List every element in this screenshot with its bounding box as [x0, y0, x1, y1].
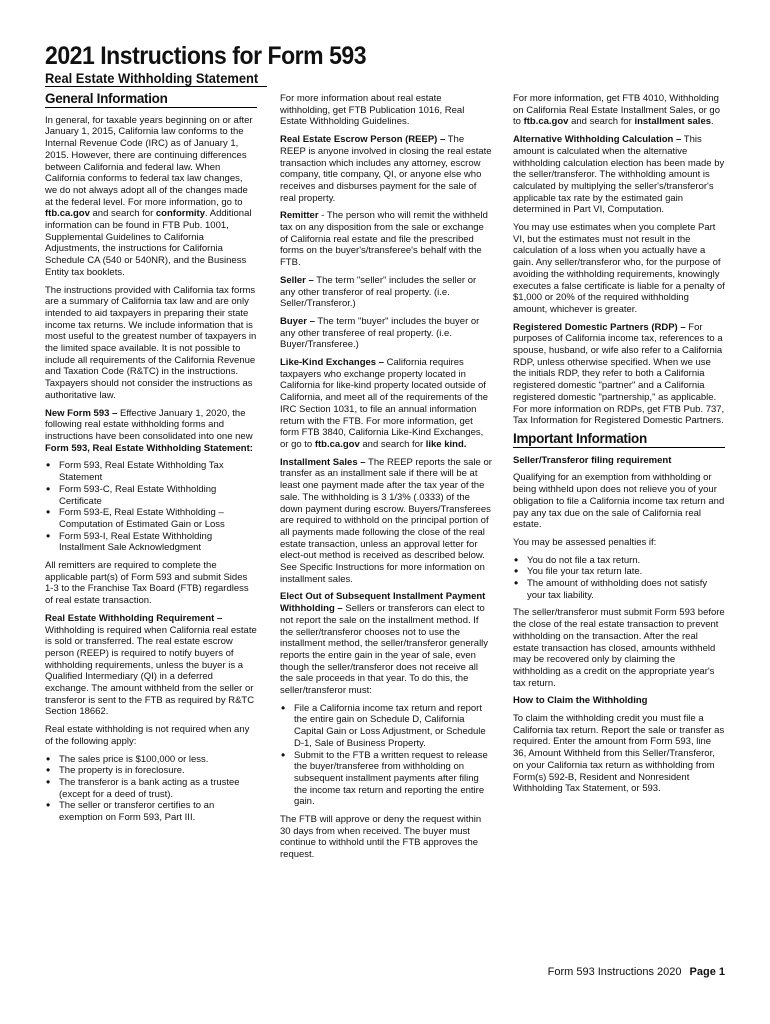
definition-remitter: Remitter - The person who will remit the withheld tax on any disposition from the sale or exchange of California real estate and file the prescribed forms on the buyer's/transferee's behalf with the FTB. — [280, 210, 488, 269]
list-item: • The seller or transferor certifies to an exemption on Form 593, Part III. — [59, 800, 257, 823]
exceptions-list — [45, 754, 257, 824]
paragraph-ftb-4010: For more information, get FTB 4010, Withholding on California Real Estate Installment Sales, or go to ftb.ca.gov and search for installment sales. — [513, 93, 720, 128]
paragraph-remitters: All remitters are required to complete the applicable part(s) of Form 593 and submit Sides 1-3 to the Franchise Tax Board (FTB) regardless of real estate transaction. — [45, 560, 249, 607]
column-3 — [513, 93, 725, 801]
section-heading-general: General Information — [45, 93, 257, 108]
list-item: • Form 593-I, Real Estate Withholding Installment Sale Acknowledgment — [59, 531, 257, 554]
paragraph-estimates: You may use estimates when you complete Part VI, but the estimates must not result in the calculation of a loss when you actually have a gain. Any seller/transferor who, for the purpose of avoiding the withholding requirements, knowingly executes a false certificate is liable for a penalty of $1,000 or 20% of the required withholding amount, whichever is greater. — [513, 222, 725, 315]
definition-seller: Seller – The term "seller" includes the seller or any other transferor of real property. (i.e. Seller/Transferor.) — [280, 274, 477, 310]
list-item: • The sales price is $100,000 or less. — [59, 754, 257, 766]
page-subtitle: Real Estate Withholding Statement — [45, 70, 259, 86]
definition-buyer: Buyer – The term "buyer" includes the buyer or any other transferee of real property. (i.e. Buyer/Transferee.) — [280, 315, 480, 351]
list-item: • File a California income tax return and report the entire gain on Schedule D, California Capital Gain or Loss Adjustment, or Schedule D-1, Sale of Business Property. — [294, 703, 492, 750]
paragraph-ftb-approval: The FTB will approve or deny the request within 30 days from when received. The buyer must continue to withhold until the FTB approves the request. — [280, 814, 482, 861]
paragraph-pub-1016: For more information about real estate withholding, get FTB Publication 1016, Real Estate Withholding Guidelines. — [280, 93, 465, 128]
column-2 — [280, 93, 492, 867]
footer-form-label: Form 593 Instructions 2020 — [547, 966, 682, 978]
definition-rdp: Registered Domestic Partners (RDP) – For purposes of California income tax, references to a spouse, husband, or wife also refer to a California RDP, unless otherwise specified. When we use the initials RDP, they refer to both a California registered domestic "partner" and a California registered domestic "partnership," as applicable. For more information on RDPs, get FTB Pub. 737, Tax Information for Registered Domestic Partners. — [513, 321, 725, 427]
definition-installment-sales: Installment Sales – The REEP reports the sale or transfer as an installment sale if there will be at least one payment made after the tax year of the sale. The withholding is 3 1/3% (.0333) of the down payment during escrow. Buyers/Transferees are required to withhold on the principal portion of all payments made following the close of the real estate transaction, unless an approval letter for elect-out method is received as described below. See Specific Instructions for more information on installment sales. — [280, 456, 492, 585]
paragraph-withholding-requirement: Real Estate Withholding Requirement – Withholding is required when California real estate is sold or transferred. The real estate escrow person (REEP) is required to notify buyers of withholding requirements, unless the buyer is a Qualified Intermediary (QI) in a deferred exchange. The amount withheld from the seller or transferor is sent to the FTB as required by R&TC Section 18662. — [45, 612, 257, 718]
penalties-list — [513, 555, 725, 602]
page-number: Page 1 — [689, 966, 725, 978]
subheading-filing-requirement: Seller/Transferor filing requirement — [513, 454, 672, 466]
list-item: • Form 593, Real Estate Withholding Tax Statement — [59, 460, 257, 483]
list-item: • The amount of withholding does not satisfy your tax liability. — [527, 578, 725, 601]
paragraph-submit-before-close: The seller/transferor must submit Form 593 before the close of the real estate transaction to prevent withholding on the transaction. After the real estate transaction has closed, amounts withheld may be recovered only by claiming the withholding as a credit on the appropriate year's tax return. — [513, 607, 725, 689]
title-rule — [45, 86, 267, 87]
page-title: 2021 Instructions for Form 593 — [45, 42, 367, 70]
paragraph-claim-credit: To claim the withholding credit you must file a California tax return. Report the sale or transfer as required. Enter the amount from Form 593, line 36, Amount Withheld from this Seller/Transferor, on your California tax return as withholding from Form(s) 592-B, Resident and Nonresident Withholding Tax Statement, or 593. — [513, 713, 725, 795]
list-item: • You file your tax return late. — [527, 566, 725, 578]
paragraph-penalties-intro: You may be assessed penalties if: — [513, 536, 657, 548]
list-item: • Form 593-E, Real Estate Withholding – Computation of Estimated Gain or Loss — [59, 507, 257, 530]
consolidated-forms-list — [45, 460, 257, 554]
ftb-link: ftb.ca.gov — [45, 208, 90, 220]
page-footer — [548, 966, 725, 978]
paragraph-exemption-obligation: Qualifying for an exemption from withholding or being withheld upon does not relieve you of your obligation to file a California income tax return and pay any tax due on the sale of California real estate. — [513, 472, 725, 531]
list-item: • Submit to the FTB a written request to release the buyer/transferee from withholding on subsequent installment payments after filing the income tax return and reporting the entire gain. — [294, 750, 492, 809]
paragraph-conformity: In general, for taxable years beginning on or after January 1, 2015, California law conforms to the Internal Revenue Code (IRC) as of January 1, 2015. However, there are continuing differences between California and federal law. When California conforms to federal tax law changes, we do not always adopt all of the changes made at the federal level. For more information, go to ftb.ca.gov and search for conformity. Additional information can be found in FTB Pub. 1001, Supplemental Guidelines to California Adjustments, the instructions for California Schedule CA (540 or 540NR), and the Business Entity tax booklets. — [45, 114, 253, 278]
definition-like-kind: Like-Kind Exchanges – California requires taxpayers who exchange property located in California for like-kind property located outside of California, and meet all of the requirements of the IRC Section 1031, to file an annual information return with the FTB. For more information, get form FTB 3840, California Like-Kind Exchanges, or go to ftb.ca.gov and search for like kind. — [280, 357, 489, 450]
section-heading-important: Important Information — [513, 433, 725, 448]
paragraph-not-required: Real estate withholding is not required when any of the following apply: — [45, 724, 250, 747]
subheading-claim-withholding: How to Claim the Withholding — [513, 695, 648, 707]
list-item: • The transferor is a bank acting as a trustee (except for a deed of trust). — [59, 777, 257, 800]
column-1 — [45, 93, 257, 830]
paragraph-new-form: New Form 593 – Effective January 1, 2020, the following real estate withholding forms and instructions have been consolidated into one new Form 593, Real Estate Withholding Statement: — [45, 407, 253, 454]
list-item: • The property is in foreclosure. — [59, 765, 257, 777]
list-item: • You do not file a tax return. — [527, 555, 725, 567]
definition-elect-out: Elect Out of Subsequent Installment Payment Withholding – Sellers or transferors can elect to not report the sale on the installment method. If the seller/transferor chooses not to use the installment method, the seller/transferor generally reports the entire gain in the year of sale, even though the seller/transferor does not receive all the sale proceeds in that year. To do this, the seller/transferor must: — [280, 591, 489, 697]
elect-out-steps-list — [280, 703, 492, 808]
paragraph-summary: The instructions provided with California tax forms are a summary of California tax law and are only intended to aid taxpayers in preparing their state income tax returns. We include information that is most useful to the greatest number of taxpayers in the limited space available. It is not possible to include all requirements of the California Revenue and Taxation Code (R&TC) in the instructions. Taxpayers should not consider the instructions as authoritative law. — [45, 284, 257, 401]
definition-reep: Real Estate Escrow Person (REEP) – The REEP is anyone involved in closing the real estate transaction which includes any attorney, escrow company, title company, QI, or anyone else who receives and disburses payment for the sale of real property. — [280, 134, 492, 204]
list-item: • Form 593-C, Real Estate Withholding Certificate — [59, 484, 257, 507]
definition-alternative-withholding: Alternative Withholding Calculation – This amount is calculated when the alternative withholding calculation election has been made by the seller/transferor. The withholding amount is calculated by multiplying the seller's/transferor's applicable tax rate by the estimated gain determined in Part VI, Computation. — [513, 134, 725, 216]
